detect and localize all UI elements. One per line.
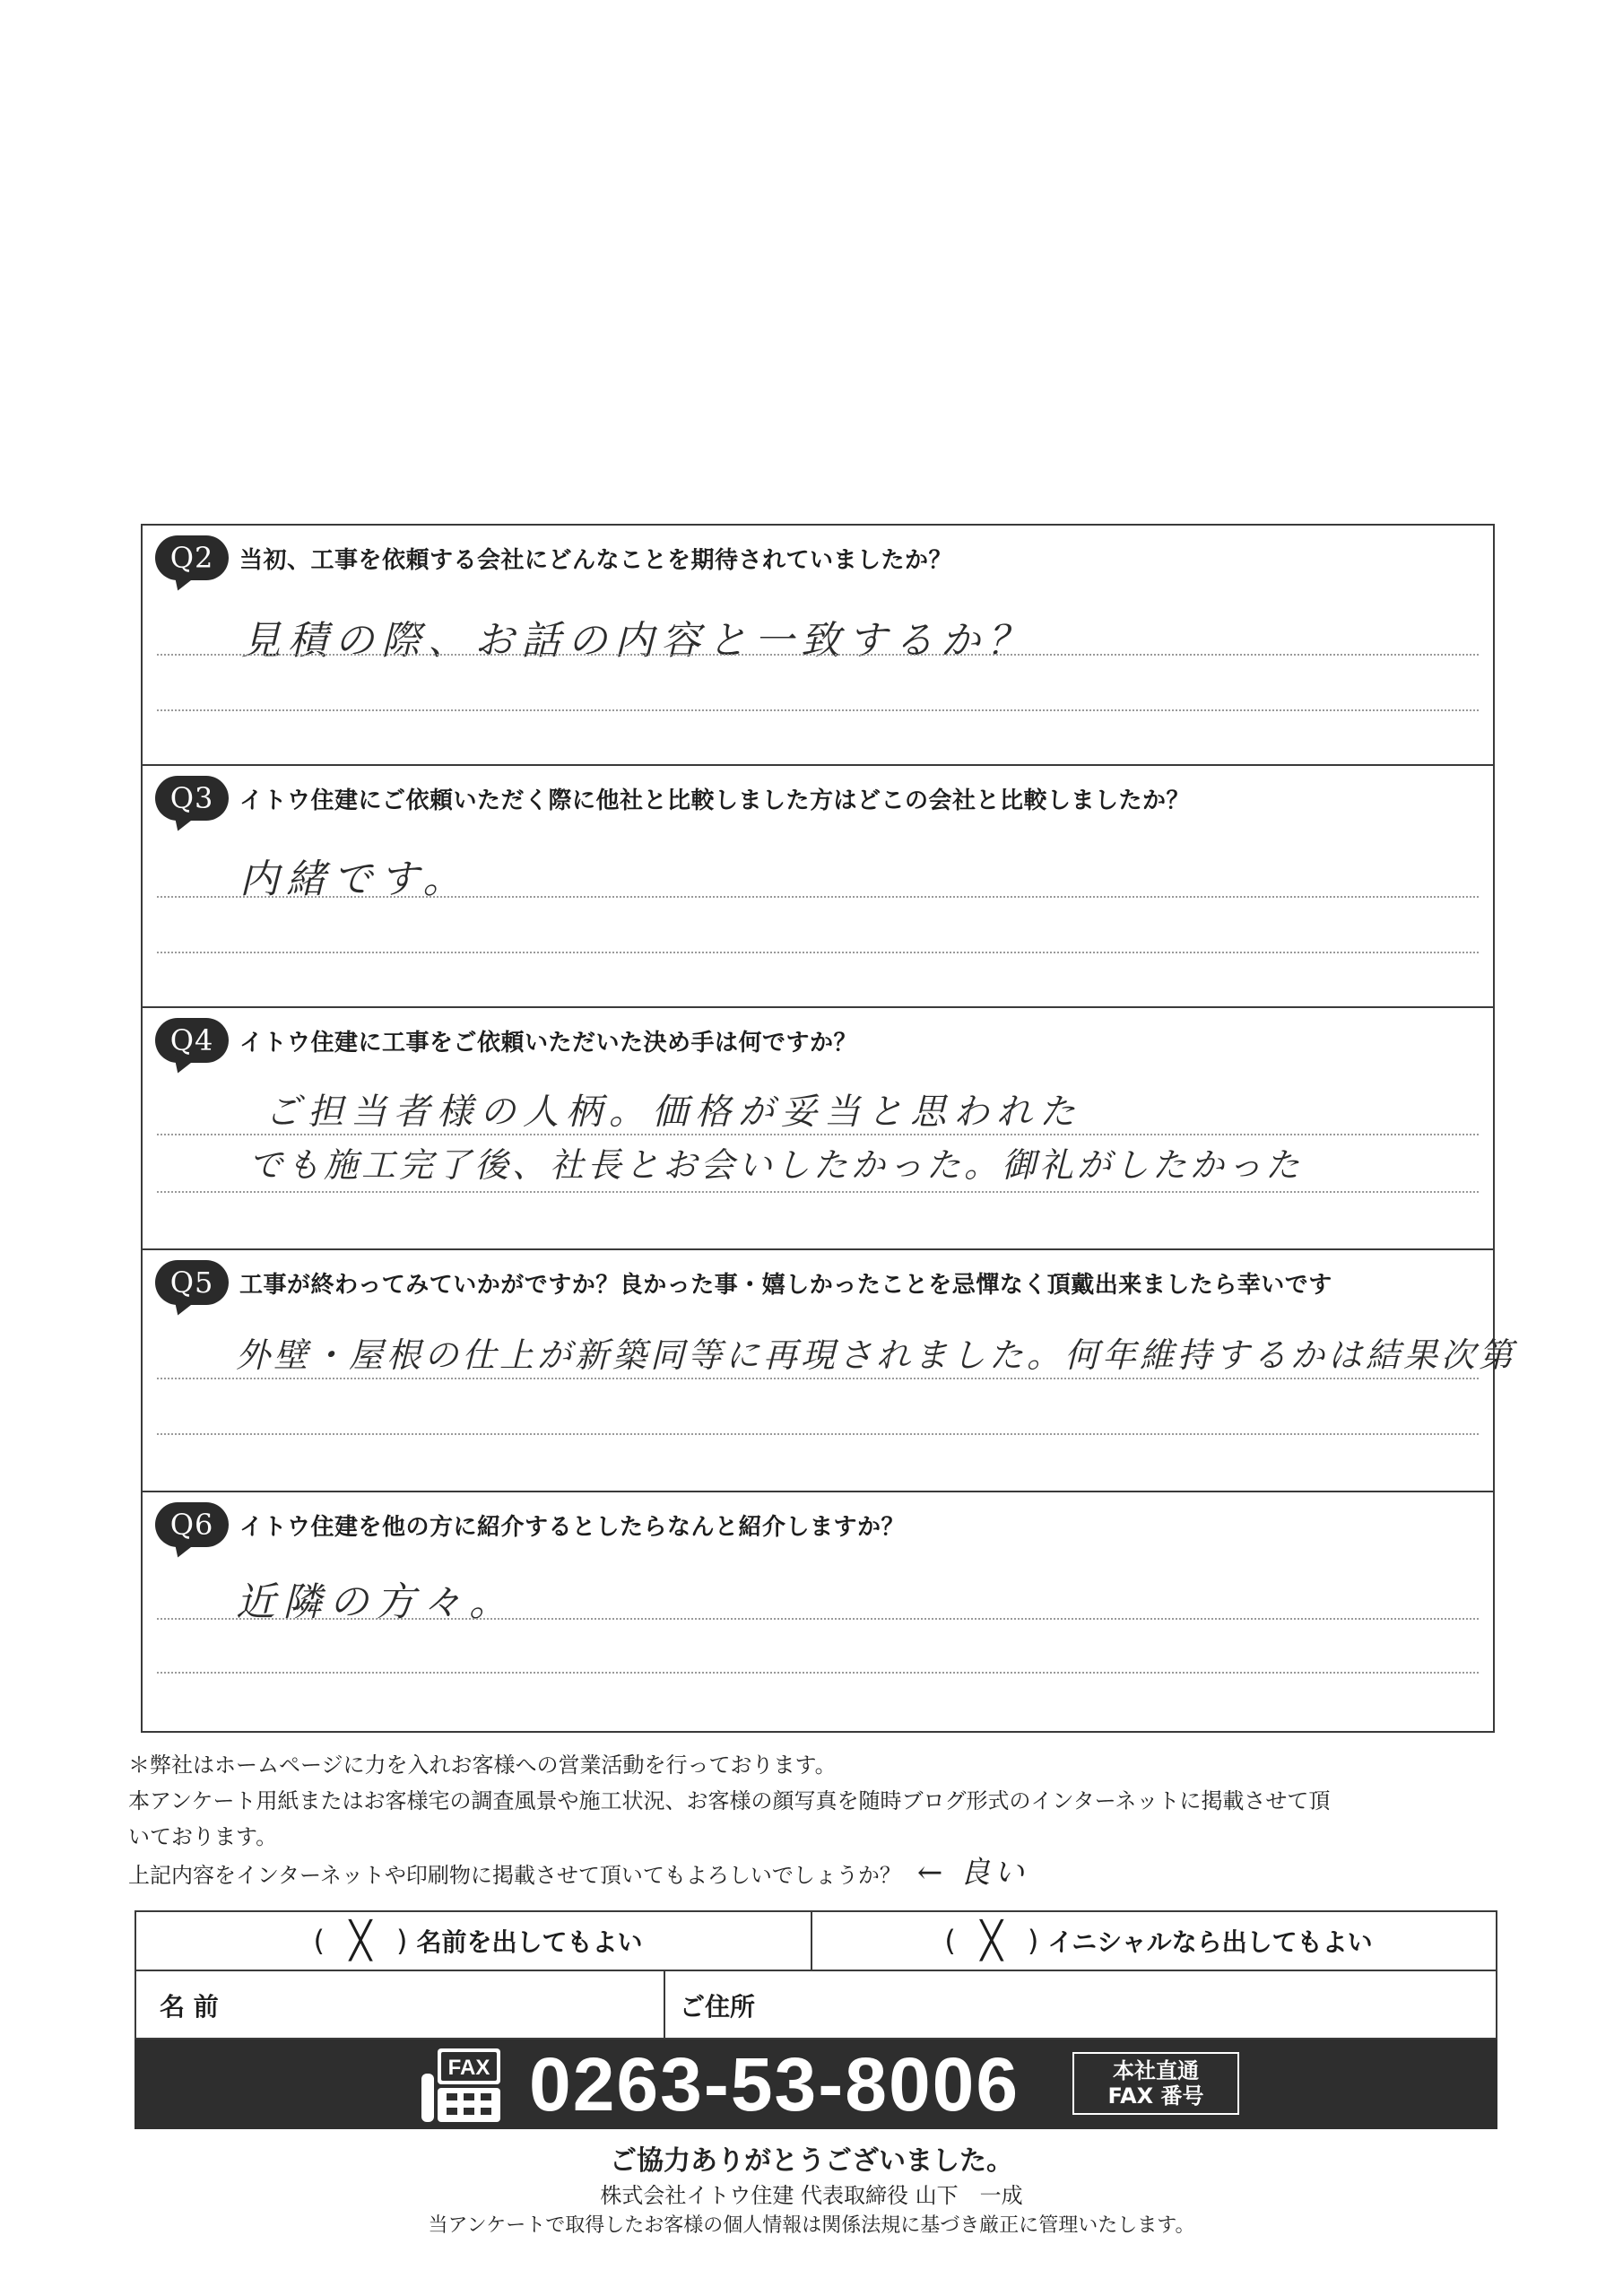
question-text: イトウ住建にご依頼いただく際に他社と比較しました方はどこの会社と比較しましたか？ <box>239 787 1191 814</box>
survey-box <box>141 524 1517 1733</box>
question-text: 当初、工事を依頼する会社にどんなことを期待されていましたか？ <box>239 546 953 574</box>
consent-table <box>135 1910 1497 2039</box>
initial-option-label: イニシャルなら出してもよい <box>1047 1927 1373 1957</box>
dotted-line <box>157 1672 1479 1674</box>
check-mark: ╳ <box>349 1920 372 1961</box>
dotted-line <box>157 1191 1479 1193</box>
handwritten-reply: ← 良い <box>916 1855 1028 1891</box>
thanks-message: ご協力ありがとうございました。 <box>610 2145 1013 2177</box>
question-q4 <box>143 1008 1493 1250</box>
question-header <box>155 1257 1332 1308</box>
note-line: ＊弊社はホームページに力を入れお客様への営業活動を行っております。 <box>128 1752 837 1778</box>
name-option[interactable]: ( ╳ ) 名前を出してもよい <box>313 1920 643 1961</box>
fax-icon-label: FAX <box>447 2056 490 2080</box>
question-header <box>155 533 952 583</box>
answer-line: 外壁・屋根の仕上が新築同等に再現されました。何年維持するかは結果次第 <box>236 1335 1517 1375</box>
company-signature: 株式会社イトウ住建 代表取締役 山下 一成 <box>600 2183 1023 2208</box>
dotted-line <box>157 896 1479 898</box>
note-line: いております。 <box>128 1824 278 1849</box>
name-option-label: 名前を出してもよい <box>416 1927 643 1957</box>
fax-number: 0263-53-8006 <box>529 2042 1020 2126</box>
question-q6 <box>143 1492 1493 1733</box>
check-mark: ╳ <box>980 1920 1002 1961</box>
question-badge: Q2 <box>155 535 229 580</box>
question-badge: Q5 <box>155 1260 229 1305</box>
dotted-line <box>157 952 1479 953</box>
question-q3 <box>143 766 1493 1008</box>
divider <box>664 1971 665 2039</box>
question-text: イトウ住建に工事をご依頼いただいた決め手は何ですか？ <box>239 1029 858 1057</box>
question-badge: Q6 <box>155 1502 229 1547</box>
question-header <box>155 1500 905 1550</box>
dotted-line <box>157 1134 1479 1135</box>
note-line: 本アンケート用紙またはお客様宅の調査風景や施工状況、お客様の顔写真を随時ブログ形式のインターネットに掲載させて頂 <box>128 1788 1331 1813</box>
fax-banner <box>135 2039 1497 2129</box>
name-field-label: 名 前 <box>160 1992 219 2022</box>
question-q2 <box>143 526 1493 766</box>
dotted-line <box>157 709 1479 711</box>
answer-line: でも施工完了後、社長とお会いしたかった。御礼がしたかった <box>248 1145 1304 1185</box>
publication-notes <box>128 1747 1500 1893</box>
answer-line: ご担当者様の人柄。価格が妥当と思われた <box>265 1091 1082 1133</box>
fax-machine-icon <box>420 2047 504 2124</box>
fax-direct-label: 本社直通 FAX 番号 <box>1072 2052 1239 2115</box>
question-header <box>155 1015 857 1065</box>
dotted-line <box>157 654 1479 656</box>
dotted-line <box>157 1433 1479 1435</box>
customer-info-row <box>136 1971 1496 2039</box>
initial-option[interactable]: ( ╳ ) イニシャルなら出してもよい <box>944 1920 1373 1961</box>
note-line <box>128 1855 1500 1893</box>
consent-question: 上記内容をインターネットや印刷物に掲載させて頂いてもよろしいでしょうか？ <box>128 1863 901 1888</box>
dotted-line <box>157 1618 1479 1620</box>
consent-options-row <box>136 1912 1496 1971</box>
dotted-line <box>157 1378 1479 1379</box>
address-field-label: ご住所 <box>680 1992 756 2022</box>
question-badge: Q4 <box>155 1018 229 1063</box>
question-q5 <box>143 1250 1517 1492</box>
answer-line: 近隣の方々。 <box>236 1579 516 1625</box>
question-text: 工事が終わってみていかがですか？良かった事・嬉しかったことを忌憚なく頂戴出来ましたら幸いです <box>239 1271 1332 1299</box>
question-badge: Q3 <box>155 776 229 821</box>
answer-line: 見積の際、お話の内容と一致するか？ <box>241 618 1034 664</box>
answer-line: 内緒です。 <box>239 857 470 902</box>
question-header <box>155 773 1190 823</box>
question-text: イトウ住建を他の方に紹介するとしたらなんと紹介しますか？ <box>239 1513 906 1541</box>
privacy-notice: 当アンケートで取得したお客様の個人情報は関係法規に基づき厳正に管理いたします。 <box>428 2214 1195 2237</box>
